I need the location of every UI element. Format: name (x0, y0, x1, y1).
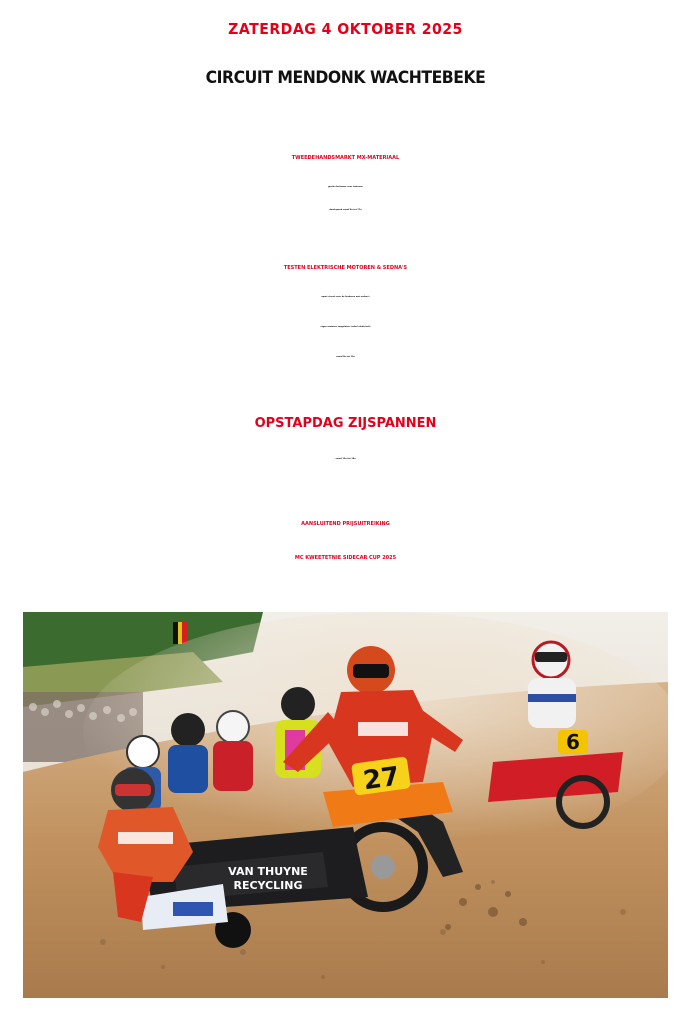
section-title-market: TWEEDEHANDSMARKT MX-MATERIAAL (291, 155, 400, 161)
sidecar-sponsor-line: RECYCLING (233, 879, 303, 892)
section-title-prize: AANSLUITEND PRIJSUITREIKING (301, 521, 390, 527)
sidecar-sponsor-line: VAN THUYNE (228, 865, 308, 878)
event-date: ZATERDAG 4 OKTOBER 2025 (228, 20, 463, 38)
event-venue: CIRCUIT MENDONK WACHTEBEKE (205, 68, 486, 88)
section-title-electric: TESTEN ELEKTRISCHE MOTOREN & SEDNA'S (283, 265, 408, 271)
section-title-sidecar-day: OPSTAPDAG ZIJSPANNEN (254, 416, 437, 431)
section-line: eigen motoren toegelaten (enkel elektrisch) (320, 326, 371, 328)
section-line: vanaf 12u tot 18u (335, 458, 356, 460)
sidecar-race-photo (23, 612, 668, 998)
section-line: doorlopend vanaf 8u tot 17u (329, 209, 362, 211)
section-title-cup: MC KWEETETNIE SIDECAR CUP 2025 (294, 555, 397, 561)
section-line: vanaf 8u tot 12u (336, 356, 355, 358)
race-number-6: 6 (566, 730, 580, 754)
section-line: gratis deelname voor iedereen (328, 186, 363, 188)
section-line: apart circuit voor de kinderen met sedna's (321, 296, 370, 298)
race-number-27: 27 (361, 761, 402, 797)
